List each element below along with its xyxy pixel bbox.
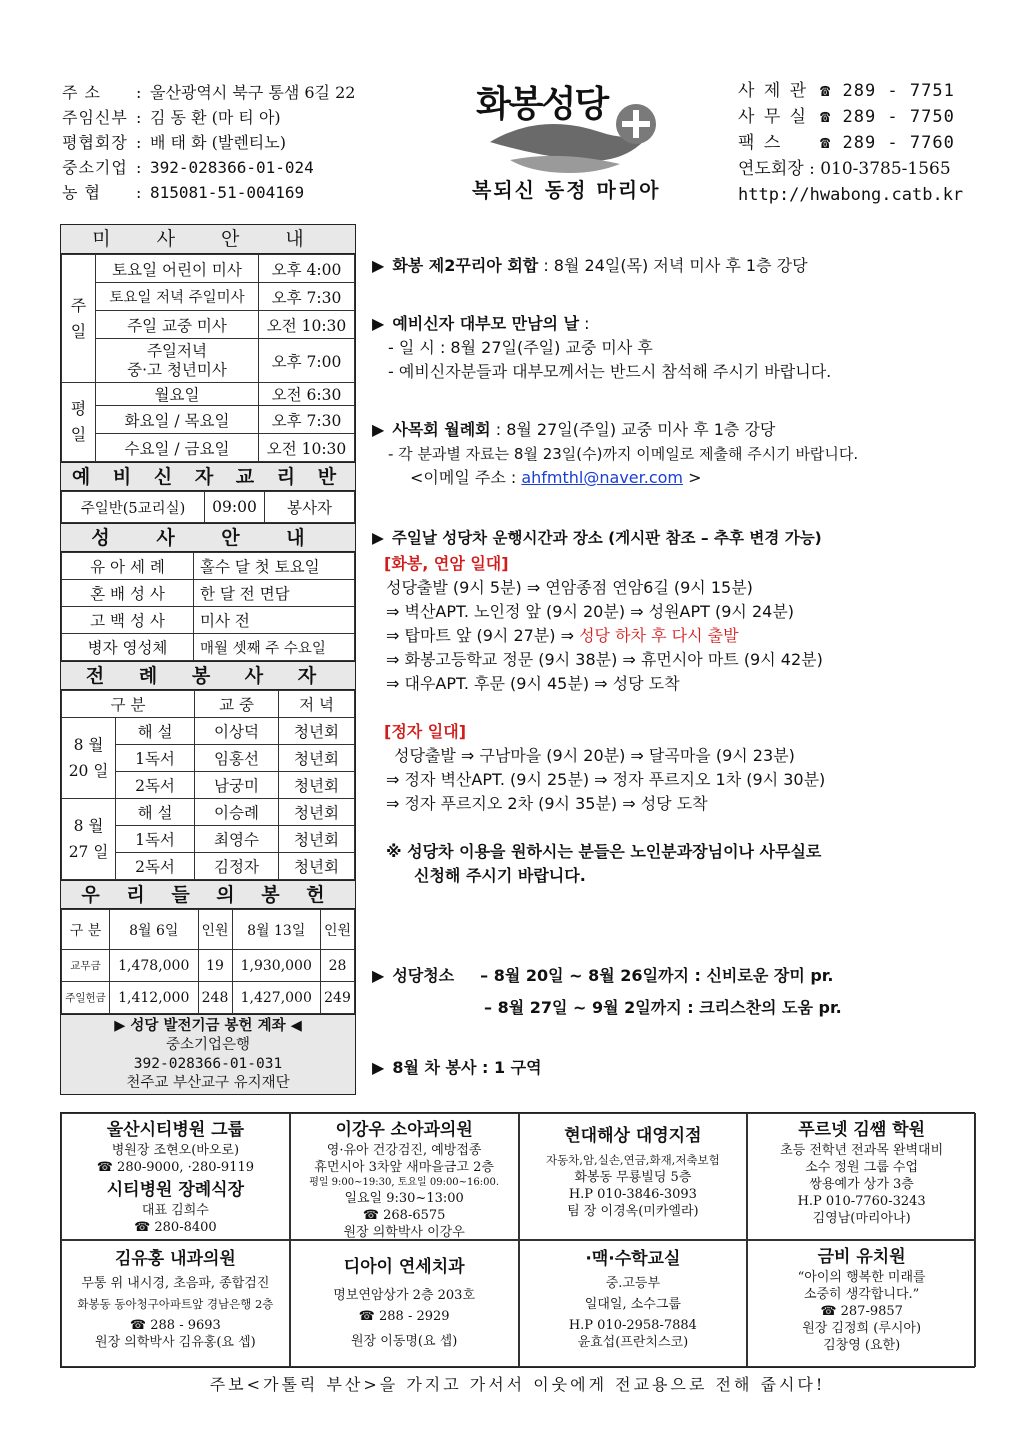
header-phone-row: 사 무 실 ☎ 289 - 7750	[738, 107, 955, 127]
ad-internal-medicine: 김유홍 내과의원 무통 위 내시경, 초음파, 종합검진 화봉동 동아청구아파트앞 경남은행 2층 ☎ 288 - 9693 원장 의학박사 김유홍(요 셉)	[61, 1240, 290, 1367]
header-yeonhoe: 연도회장 : 010-3785-1565	[738, 159, 951, 179]
ad-pediatrics: 이강우 소아과의원 영·유아 건강검진, 예방접종 휴먼시아 3차앞 새마을금고 2층 평일 9:00~19:30, 토요일 09:00~16:00. 일요일 9:30~13:00 ☎ 268-6575 원장 의학박사 이강우	[290, 1113, 519, 1240]
header-bank2-row: 농 협 : 815081-51-004169	[62, 180, 392, 205]
header-priest-row: 주임신부 : 김 동 환 (마 티 아)	[62, 105, 392, 130]
footer-note: 주보<가톨릭 부산>을 가지고 가서서 이웃에게 전교용으로 전해 줍시다!	[209, 1375, 826, 1394]
header-council: 배 태 화 (발렌티노)	[150, 133, 286, 152]
mass-table: 주일 토요일 어린이 미사 오후 4:00 토요일 저녁 주일미사 오후 7:30 주일 교중 미사 오전 10:30 주일저녁 중·고 청년미사 오후 7:00 평일 월요일 오전 6:30 화요일 / 목요일 오후 7:30 수요일 / 금요일 오전 10:30	[61, 254, 355, 462]
mass-sunday-label: 주일	[62, 255, 96, 383]
triangle-bullet-icon: ▶	[372, 420, 385, 439]
notice-shuttle: ▶ 주일날 성당차 운행시간과 장소 (게시판 참조 – 추후 변경 가능) [화봉, 연암 일대] 성당출발 (9시 5분) ⇒ 연암종점 연암6길 (9시 15분) ⇒ 벽산APT. 노인정 앞 (9시 20분) ⇒ 성원APT (9시 24분) ⇒ 탑마트 앞 (9시 27분) ⇒ 성당 하차 후 다시 출발 ⇒ 화봉고등학교 정문 (9시 38분) ⇒ 휴먼시아 마트 (9시 42분) ⇒ 대우APT. 후문 (9시 45분) ⇒ 성당 도착 [정자 일대] 성당출발 ⇒ 구남마을 (9시 20분) ⇒ 달곡마을 (9시 23분) ⇒ 정자 벽산APT. (9시 25분) ⇒ 정자 푸르지오 1차 (9시 30분) ⇒ 정자 푸르지오 2차 (9시 35분) ⇒ 성당 도착 ※ 성당차 이용을 원하시는 분들은 노인분과장님이나 사무실로 신청해 주시기 바랍니다.	[372, 526, 972, 888]
triangle-bullet-icon: ▶	[372, 314, 385, 333]
logo-title: 화봉성당	[476, 84, 608, 125]
ad-insurance: 현대해상 대영지점 자동차,암,실손,연금,화재,저축보험 화봉동 무룡빌딩 5층 H.P 010-3846-3093 팀 장 이경옥(미카엘라)	[519, 1113, 748, 1240]
offering-title: 우 리 들 의 봉 헌	[61, 880, 355, 909]
header-bank2: 815081-51-004169	[150, 183, 305, 202]
header-bank1-row: 중소기업 : 392-028366-01-024	[62, 155, 392, 180]
sacrament-title: 성 사 안 내	[61, 523, 355, 552]
header-info-left	[62, 80, 392, 205]
ad-city-hospital: 울산시티병원 그룹 병원장 조현오(바오로) ☎ 280-9000, ·280-9119 시티병원 장례식장 대표 김희수 ☎ 280-8400	[61, 1113, 290, 1240]
fund-box	[61, 1014, 355, 1094]
notice-godparents: ▶ 예비신자 대부모 만남의 날 : - 일 시 : 8월 27일(주일) 교중 미사 후 - 예비신자분들과 대부모께서는 반드시 참석해 주시기 바랍니다.	[372, 314, 832, 381]
notice-curia: ▶ 화봉 제2꾸리아 회합 : 8월 24일(목) 저녁 미사 후 1층 강당	[372, 254, 972, 278]
header-url[interactable]: http://hwabong.catb.kr	[738, 185, 964, 205]
route1-heading: [화봉, 연암 일대]	[384, 554, 509, 573]
triangle-bullet-icon: ▶	[372, 966, 385, 985]
email-link[interactable]: ahfmthl@naver.com	[521, 468, 683, 487]
sacrament-table: 유 아 세 례 홀수 달 첫 토요일 혼 배 성 사 한 달 전 면담 고 백 성 사 미사 전 병자 영성체 매월 셋째 주 수요일	[61, 552, 355, 661]
notice-service: ▶ 8월 차 봉사 : 1 구역	[372, 1056, 972, 1080]
header-phone-row: 사 제 관 ☎ 289 - 7751	[738, 81, 955, 101]
mass-title: 미 사 안 내	[61, 225, 355, 254]
triangle-bullet-icon: ▶	[372, 256, 385, 275]
mass-weekday-label: 평일	[62, 383, 96, 462]
fund-title: ▶ 성당 발전기금 봉헌 계좌 ◀	[114, 1018, 302, 1034]
notice-council: ▶ 사목회 월례회 : 8월 27일(주일) 교중 미사 후 1층 강당 - 각 분과별 자료는 8월 23일(수)까지 이메일로 제출해 주시기 바랍니다. <이메일 주소 : ahfmthl@naver.com >	[372, 420, 859, 487]
liturgy-title: 전 례 봉 사 자	[61, 661, 355, 690]
catechumen-table: 주일반(5교리실) 09:00 봉사자	[61, 491, 355, 523]
header-priest: 김 동 환 (마 티 아)	[150, 108, 281, 127]
header-phone-row: 팩 스 ☎ 289 - 7760	[738, 133, 955, 153]
catechumen-title: 예 비 신 자 교 리 반	[61, 462, 355, 491]
ad-kindergarten: 금비 유치원 “아이의 행복한 미래를 소중히 생각합니다.” ☎ 287-9857 원장 김정희 (루시아) 김창영 (요한)	[747, 1240, 976, 1367]
ad-dental: 디아이 연세치과 명보연암상가 2층 203호 ☎ 288 - 2929 원장 이동명(요 셉)	[290, 1240, 519, 1367]
triangle-bullet-icon: ▶	[372, 529, 384, 547]
ads-grid	[60, 1112, 975, 1368]
fund-bank: 중소기업은행	[165, 1037, 251, 1053]
notice-cleaning: ▶ 성당청소 – 8월 20일 ~ 8월 26일까지 : 신비로운 장미 pr. – 8월 27일 ~ 9월 2일까지 : 크리스찬의 도움 pr.	[372, 966, 842, 1017]
triangle-bullet-icon: ▶	[372, 1058, 385, 1077]
offering-table: 구 분 8월 6일 인원 8월 13일 인원 교무금 1,478,000 19 1,930,000 28 주일헌금 1,412,000 248 1,427,000 249	[61, 909, 355, 1014]
header-bank1: 392-028366-01-024	[150, 158, 314, 177]
fund-holder: 천주교 부산교구 유지재단	[126, 1075, 290, 1091]
logo-tagline: 복되신 동정 마리아	[472, 178, 661, 202]
header-info-right	[738, 78, 978, 208]
header-address: 울산광역시 북구 통샘 6길 22	[150, 83, 356, 102]
header-address-row: 주 소 : 울산광역시 북구 통샘 6길 22	[62, 80, 392, 105]
liturgy-table: 구 분 교 중 저 녁 8 월 20 일 해 설 이상덕 청년회 1독서 임홍선 청년회 2독서 남궁미 청년회 8 월 27 일 해 설 이승례 청년회 1독서 최영수 청년회 2독서 김정자 청년회	[61, 690, 355, 880]
ad-math: ·맥·수학교실 중.고등부 일대일, 소수그룹 H.P 010-2958-7884 윤효섭(프란치스코)	[519, 1240, 748, 1367]
ad-academy: 푸르넷 김쌤 학원 초등 전학년 전과목 완벽대비 소수 정원 그룹 수업 쌍용예가 상가 3층 H.P 010-7760-3243 김영남(마리아나)	[747, 1113, 976, 1240]
left-info-column	[60, 224, 356, 1095]
church-logo	[470, 72, 670, 212]
fund-account: 392-028366-01-031	[133, 1056, 283, 1072]
header-council-row: 평협회장 : 배 태 화 (발렌티노)	[62, 130, 392, 155]
route2-heading: [정자 일대]	[384, 722, 467, 741]
